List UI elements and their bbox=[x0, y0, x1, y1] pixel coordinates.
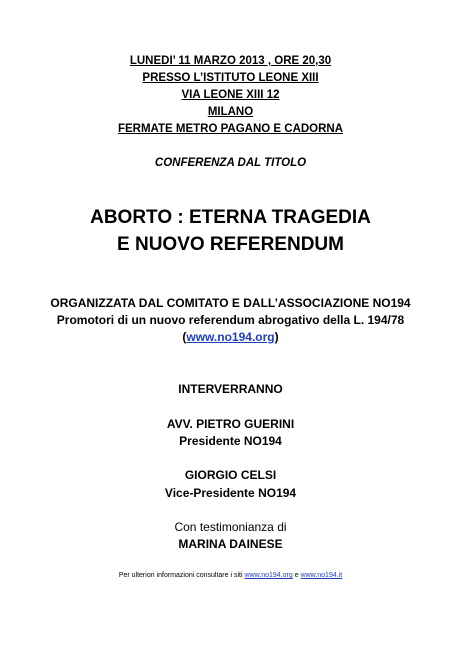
event-address: VIA LEONE XIII 12 bbox=[181, 89, 280, 101]
footer-text-mid: e bbox=[292, 572, 301, 579]
testimony-label: Con testimonianza di bbox=[174, 520, 287, 534]
speaker2-name: GIORGIO CELSI bbox=[184, 468, 277, 482]
event-venue: PRESSO L’ISTITUTO LEONE XIII bbox=[142, 72, 319, 84]
organizers-website-link[interactable]: www.no194.org bbox=[186, 330, 275, 344]
speaker1-role: Presidente NO194 bbox=[179, 434, 282, 448]
conference-title-line2: E NUOVO REFERENDUM bbox=[117, 234, 344, 255]
organizers-line: ORGANIZZATA DAL COMITATO E DALL’ASSOCIAZIONE NO194 bbox=[50, 296, 411, 310]
speaker1-name: AVV. PIETRO GUERINI bbox=[166, 417, 295, 431]
link-close-paren: ) bbox=[274, 330, 279, 344]
event-city: MILANO bbox=[207, 106, 254, 118]
conference-title-line1: ABORTO : ETERNA TRAGEDIA bbox=[90, 207, 371, 228]
conference-subtitle: CONFERENZA DAL TITOLO bbox=[154, 157, 307, 169]
footer-text-before: Per ulteriori informazioni consultare i siti bbox=[118, 572, 245, 579]
link-open-paren: ( bbox=[182, 330, 187, 344]
speakers-heading: INTERVERRANNO bbox=[178, 382, 283, 396]
event-date-time: LUNEDI’ 11 MARZO 2013 , ORE 20,30 bbox=[129, 55, 332, 67]
testimony-name: MARINA DAINESE bbox=[178, 537, 283, 551]
promoters-line: Promotori di un nuovo referendum abrogativo della L. 194/78 bbox=[56, 313, 405, 327]
organizers-link-line bbox=[0, 331, 461, 343]
footer-info bbox=[0, 572, 461, 579]
speaker2-role: Vice-Presidente NO194 bbox=[164, 486, 297, 500]
event-metro-stops: FERMATE METRO PAGANO E CADORNA bbox=[117, 123, 344, 135]
footer-link-org[interactable]: www.no194.org bbox=[244, 572, 293, 579]
footer-link-it[interactable]: www.no194.it bbox=[300, 572, 343, 579]
